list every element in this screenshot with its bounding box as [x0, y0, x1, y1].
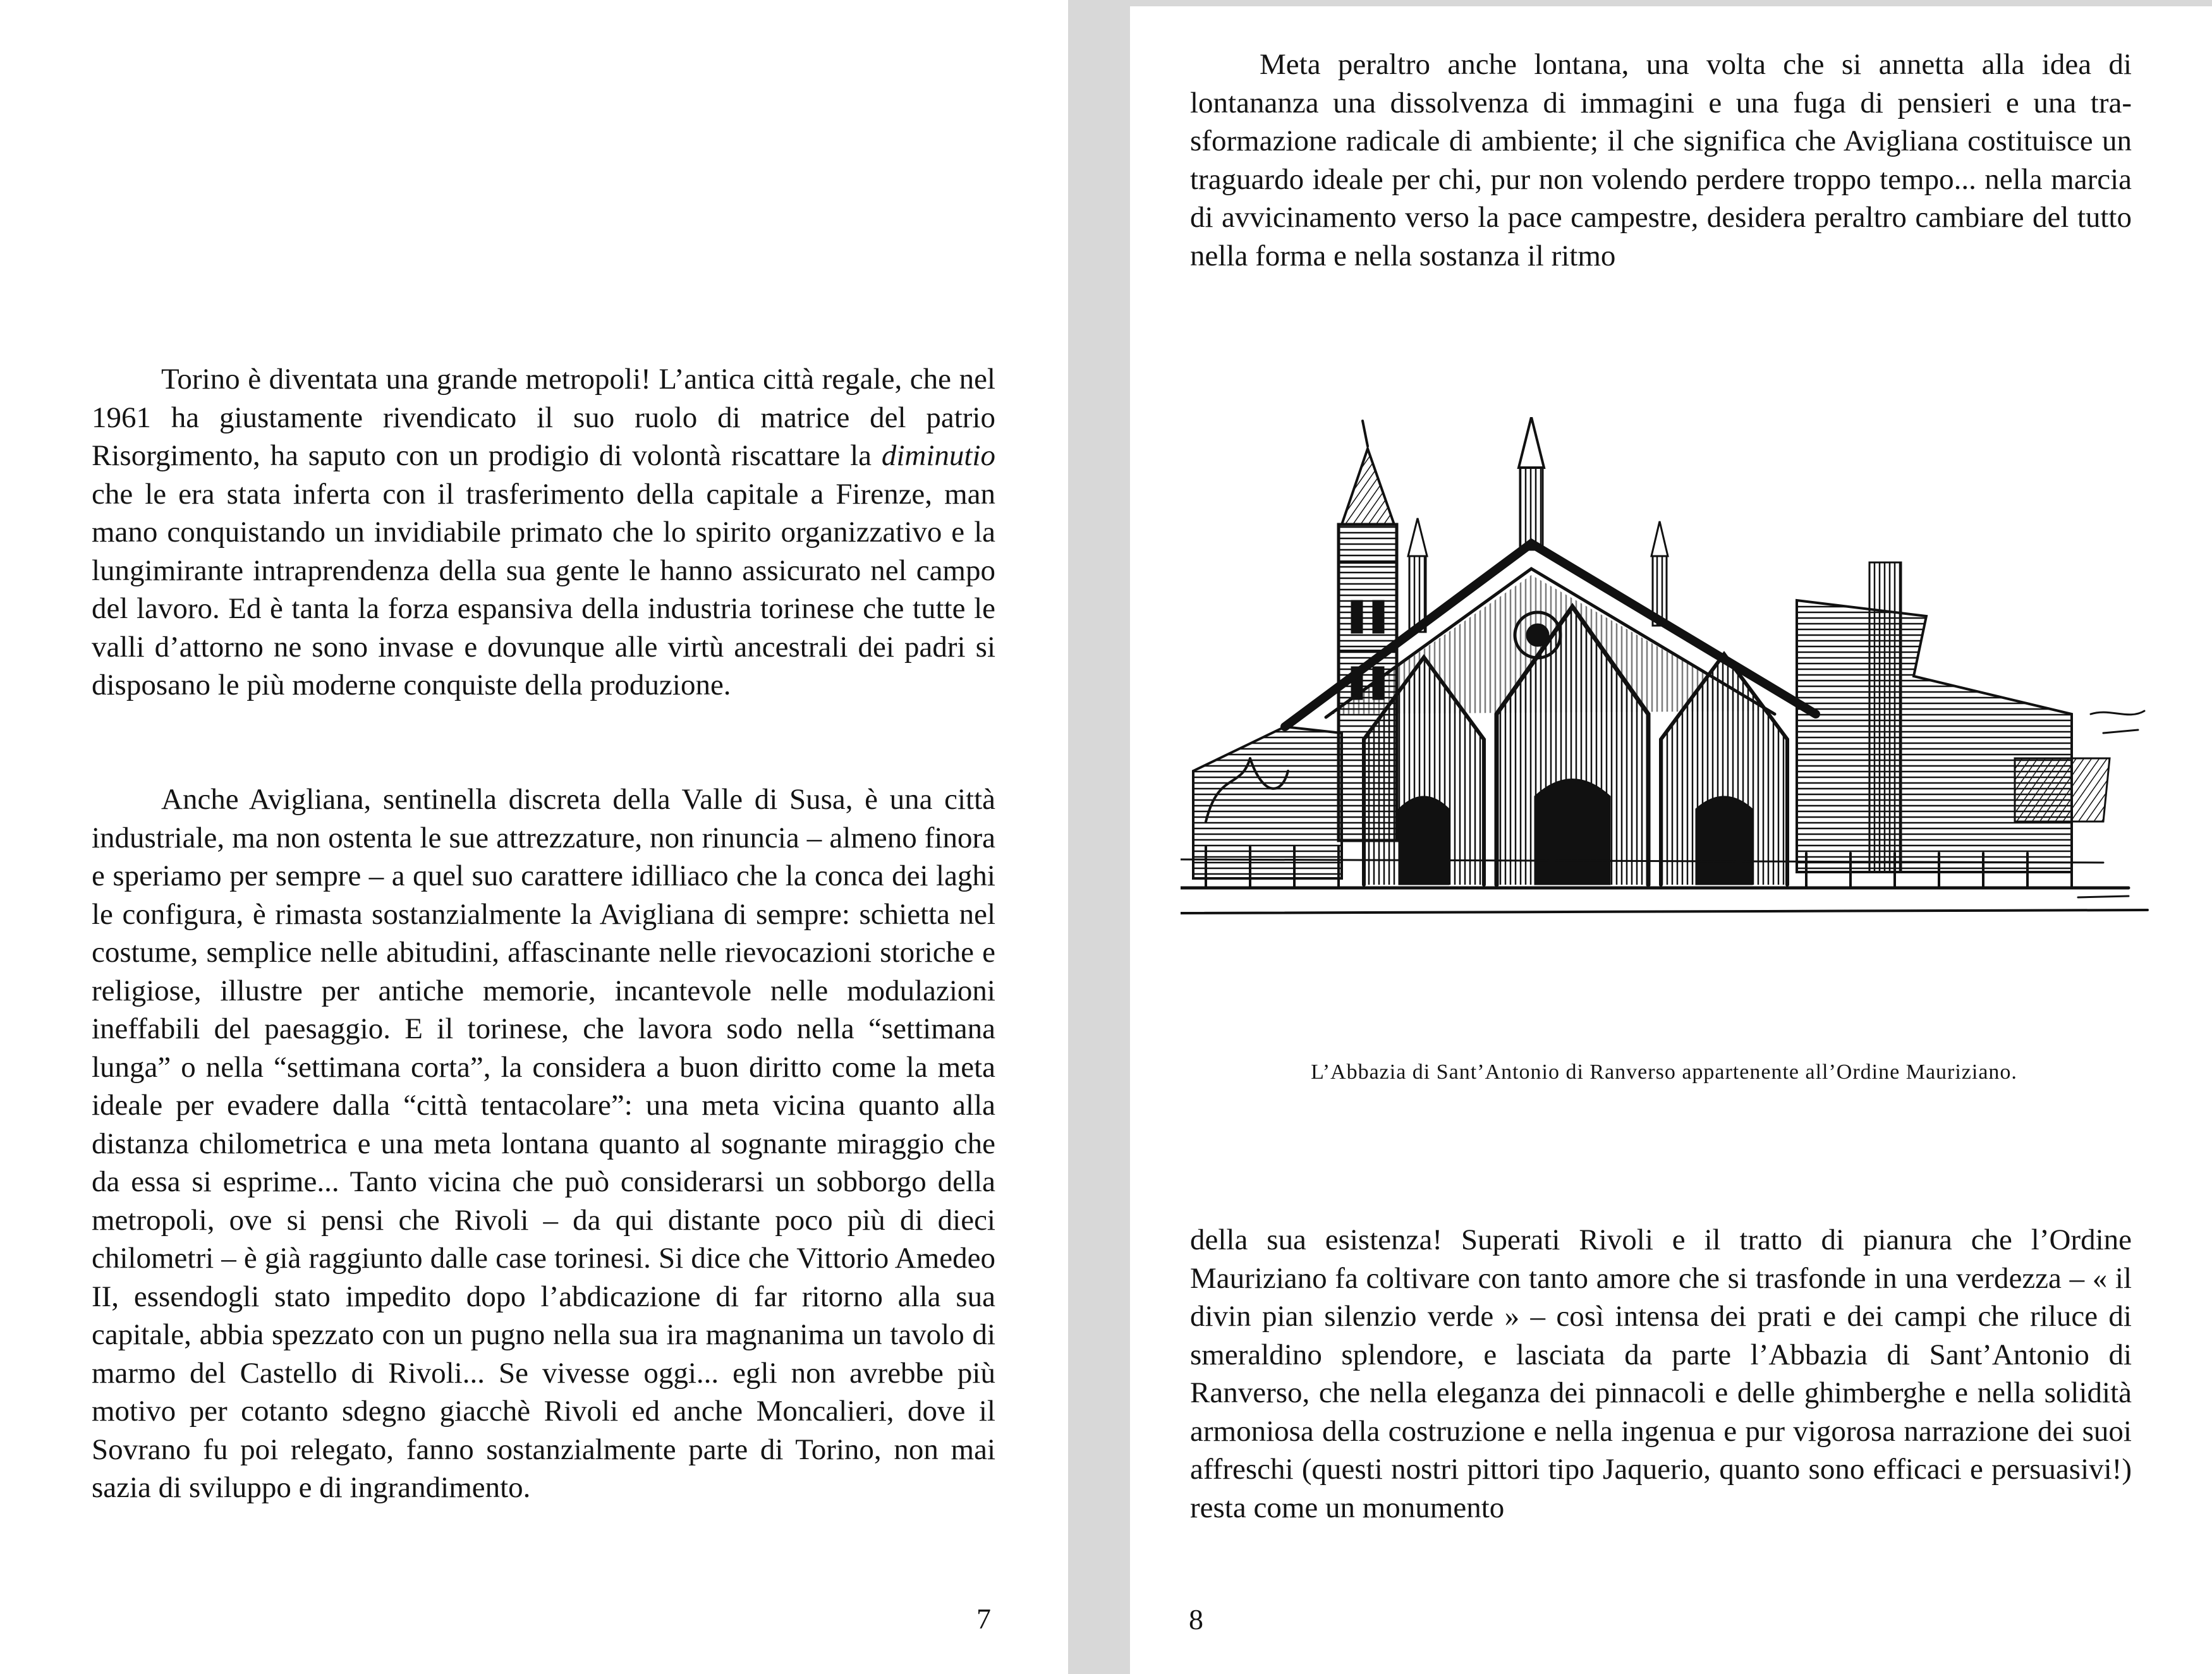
left-paragraph-1 [92, 360, 995, 705]
right-paragraph-1: Meta peraltro anche lontana, una volta che si annetta alla idea di lontananza una dissolvenza di immagini e una fuga di pensieri e una trasformazione radicale di ambiente; il che significa che Avigliana costituisce un traguardo ideale per chi, pur non volendo perdere troppo tempo... nella marcia di avvicinamento verso la pace campestre, desidera peraltro cambiare del tutto nella forma e nella sostanza il ritmo [1190, 48, 2132, 272]
right-paragraph-2: della sua esistenza! Superati Rivoli e il tratto di pianura che l’Ordine Mauriziano fa coltivare con tanto amore che si trasfonde in una verdezza – « il divin pian silenzio verde » – così intensa dei prati e dei campi che riluce di smeraldino splendore, e lasciata da parte l’Abbazia di Sant’Antonio di Ranverso, che nella eleganza dei pinnacoli e delle ghimberghe e nella solidità armoniosa della costruzione e nella ingenua e pur vigorosa narrazione dei suoi affreschi (questi nostri pittori tipo Jaquerio, quanto sono efficaci e persuasivi!) resta come un monumento [1190, 1223, 2132, 1524]
right-page [1130, 6, 2212, 1674]
left-paragraph-1-part-2: che le era stata inferta con il trasferimento della capitale a Firenze, man mano conquistando un invidiabile primato che lo spirito organizzativo e la lungimirante intraprendenza della sua gente le hanno assicurato nel campo del lavoro. Ed è tanta la forza espansiva della industria torinese che tutte le valli d’attorno ne sono invase e dovunque alle virtù ancestrali dei padri si disposano le più moderne conquiste della produzione. [92, 477, 995, 701]
illustration-caption: L’Abbazia di Sant’Antonio di Ranverso appartenente all’Ordine Mauriziano. [1311, 1060, 2017, 1084]
abbey-illustration [1181, 417, 2154, 1011]
page-number-left: 7 [976, 1603, 991, 1635]
left-paragraph-1-part-1: Torino è diventata una grande metropoli! L’antica città regale, che nel 1961 ha giustamente rivendicato il suo ruolo di matrice del patrio Risorgimento, ha saputo con un prodigio di volontà riscattare la [92, 363, 995, 472]
left-paragraph-2: Anche Avigliana, sentinella discreta della Valle di Susa, è una città industriale, ma non ostenta le sue attrezzature, non rinuncia – almeno finora e speriamo per sempre – a quel suo carattere idilliaco che la conca dei laghi le configura, è rimasta sostanzialmente la Avigliana di sempre: schietta nel costume, semplice nelle abitudini, affascinante nelle rievocazioni storiche e religiose, illustre per antiche memorie, incantevole nelle modulazioni ineffabili del paesaggio. E il torinese, che lavora sodo nella “settimana lunga” o nella “settimana corta”, la considera a buon diritto come la meta ideale per evadere dalla “città tentacolare”: una meta vicina quanto alla distanza chilometrica e una meta lontana quanto al sognante miraggio che da essa si esprime... Tanto vicina che può considerarsi un sobborgo della metropoli, ove si pensi che Rivoli – da qui distante poco più di dieci chilometri – è già raggiunto dalle case torinesi. Si dice che Vittorio Amedeo II, essendogli stato impedito dopo l’abdicazione di far ritorno alla sua capitale, abbia spezzato con un pugno nella sua ira magnanima un tavolo di marmo del Castello di Rivoli... Se vivesse oggi... egli non avrebbe più motivo per cotanto sdegno giacchè Rivoli ed anche Moncalieri, dove il Sovrano fu poi relegato, fanno sostanzialmente parte di Torino, non mai sazia di sviluppo e di ingrandimento. [92, 783, 995, 1504]
page-number-right: 8 [1189, 1603, 1203, 1635]
italic-term-diminutio: diminutio [881, 439, 995, 472]
left-page [0, 0, 1068, 1674]
